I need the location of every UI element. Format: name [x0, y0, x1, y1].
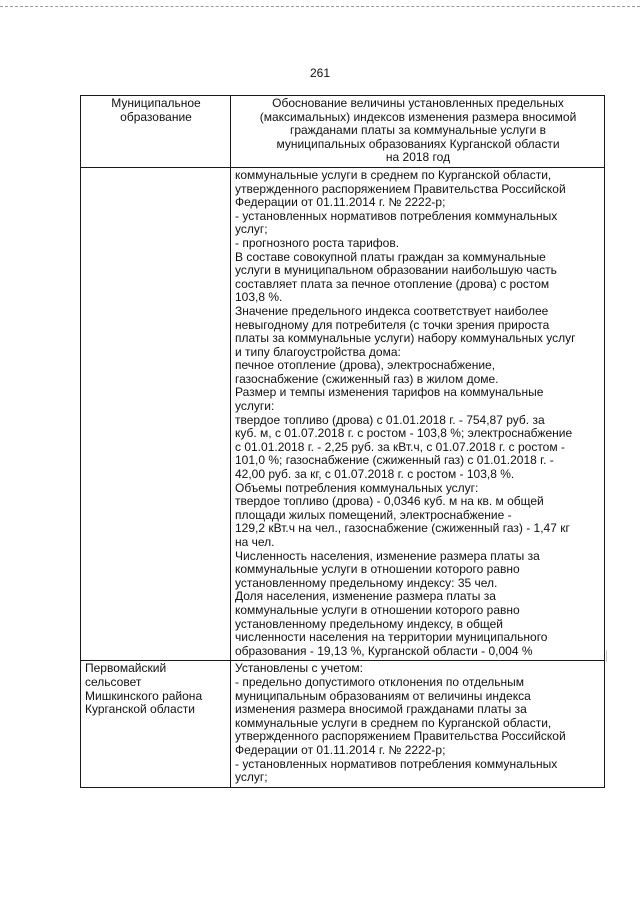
justification-line: твердое топливо (дрова) - 0,0346 куб. м на кв. м общей — [235, 494, 544, 509]
justification-line: - предельно допустимого отклонения по отдельным — [235, 674, 524, 689]
page-number: 261 — [309, 66, 331, 80]
justification-line: с 01.01.2018 г. - 2,25 руб. за кВт.ч, с 01.07.2018 г. с ростом - — [235, 439, 565, 454]
justification-line: Установлены с учетом: — [235, 661, 363, 676]
justification-line: Размер и темпы изменения тарифов на коммунальные — [235, 385, 544, 400]
justification-line: изменения размера вносимой гражданами платы за — [235, 702, 527, 717]
scan-edge-line — [0, 6, 640, 8]
justification-line: услуг; — [235, 770, 268, 785]
justification-line: установленному предельному индексу: 35 чел. — [235, 575, 498, 590]
header-line: гражданами платы за коммунальные услуги в — [289, 123, 547, 138]
header-line: муниципальных образованиях Курганской области — [276, 136, 560, 151]
header-line: на 2018 год — [385, 150, 451, 165]
municipality-line: Курганской области — [85, 702, 195, 717]
justification-line: печное отопление (дрова), электроснабжение, — [235, 358, 496, 373]
justification-line: В составе совокупной платы граждан за коммунальные — [235, 249, 546, 264]
header-justification — [231, 96, 605, 168]
justification-line: утвержденного распоряжением Правительства Российской — [235, 181, 566, 196]
header-line: (максимальных) индексов изменения размера вносимой — [259, 109, 577, 124]
justification-line: - прогнозного роста тарифов. — [235, 235, 400, 250]
justification-line: коммунальные услуги в отношении которого равно — [235, 602, 520, 617]
header-line: Муниципальное — [111, 96, 201, 110]
justification-cell — [231, 167, 605, 660]
justification-line: Федерации от 01.11.2014 г. № 2222-р; — [235, 742, 446, 757]
table-row — [81, 167, 605, 660]
justification-line: Значение предельного индекса соответствует наиболее — [235, 303, 549, 318]
justification-line: услуги: — [235, 399, 275, 414]
justification-line: коммунальные услуги в среднем по Курганской области, — [235, 167, 552, 182]
justification-line: услуги в муниципальном образовании наибольшую часть — [235, 263, 557, 278]
justification-line: куб. м, с 01.07.2018 г. с ростом - 103,8 %; электроснабжение — [235, 426, 573, 441]
municipality-cell — [81, 661, 231, 787]
table-row — [81, 661, 605, 787]
table-header-row — [81, 96, 605, 168]
justification-line: Численность населения, изменение размера платы за — [235, 548, 540, 563]
justification-line: Федерации от 01.11.2014 г. № 2222-р; — [235, 195, 446, 210]
justification-table — [80, 95, 605, 788]
justification-line: - установленных нормативов потребления коммунальных — [235, 208, 558, 223]
justification-line: коммунальные услуги в среднем по Курганской области, — [235, 715, 552, 730]
justification-line: и типу благоустройства дома: — [235, 344, 401, 359]
justification-line: 101,0 %; газоснабжение (сжиженный газ) с 01.01.2018 г. - — [235, 453, 554, 468]
justification-line: 42,00 руб. за кг, с 01.07.2018 г. с ростом - 103,8 %. — [235, 467, 515, 482]
justification-line: газоснабжение (сжиженный газ) в жилом доме. — [235, 371, 499, 386]
justification-line: установленному предельному индексу, в общей — [235, 616, 503, 631]
justification-line: 103,8 %. — [235, 290, 283, 305]
justification-line: услуг; — [235, 222, 268, 237]
justification-line: - установленных нормативов потребления коммунальных — [235, 756, 558, 771]
justification-line: утвержденного распоряжением Правительства Российской — [235, 729, 566, 744]
header-line: образование — [120, 109, 192, 124]
justification-line: невыгодному для потребителя (с точки зрения прироста — [235, 317, 550, 332]
justification-line: площади жилых помещений, электроснабжение - — [235, 507, 512, 522]
scan-artifact-mark — [606, 650, 610, 662]
justification-line: составляет плата за печное отопление (дрова) с ростом — [235, 276, 550, 291]
justification-line: платы за коммунальные услуги) набору коммунальных услуг — [235, 331, 576, 346]
justification-line: образования - 19,13 %, Курганской области - 0,004 % — [235, 643, 533, 658]
municipality-line: сельсовет — [85, 674, 142, 689]
municipality-line: Первомайский — [85, 661, 167, 676]
header-line: Обоснование величины установленных предельных — [272, 96, 564, 110]
justification-line: Доля населения, изменение размера платы за — [235, 589, 496, 604]
municipality-cell — [81, 167, 231, 660]
justification-line: 129,2 кВт.ч на чел., газоснабжение (сжиженный газ) - 1,47 кг — [235, 521, 570, 536]
municipality-line: Мишкинского района — [85, 688, 203, 703]
justification-line: на чел. — [235, 535, 275, 549]
justification-line: твердое топливо (дрова) с 01.01.2018 г. - 754,87 руб. за — [235, 412, 545, 427]
header-municipality — [81, 96, 231, 168]
justification-line: коммунальные услуги в отношении которого равно — [235, 562, 520, 577]
justification-line: муниципальным образованиям от величины индекса — [235, 688, 531, 703]
justification-cell — [231, 661, 605, 787]
justification-line: Объемы потребления коммунальных услуг: — [235, 480, 479, 495]
justification-line: численности населения на территории муниципального — [235, 630, 548, 645]
